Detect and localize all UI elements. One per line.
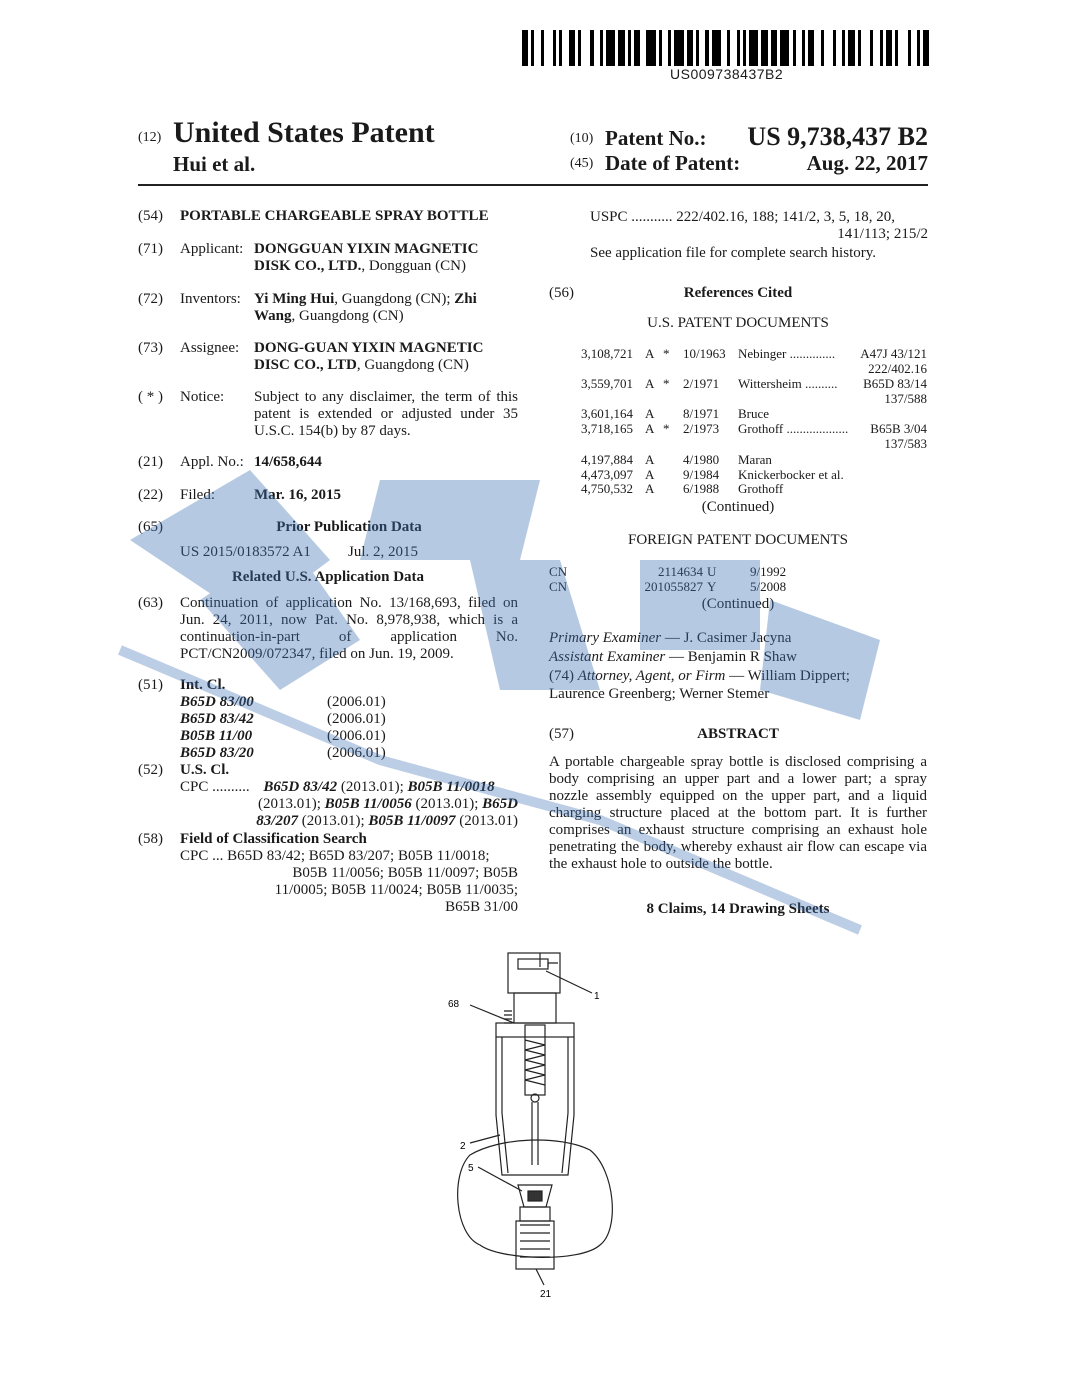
int-cl-class: B65D 83/00 xyxy=(180,694,254,710)
ref-star: * xyxy=(663,421,670,436)
cpc-classes: CPC .......... B65D 83/42 (2013.01); B05B 11/0018 (2013.01); B05B 11/0056 (2013.01); B65D 83/207 (2013.01); B05B 11/0097 (2013.01) xyxy=(180,779,518,829)
ref-date: 6/1988 xyxy=(683,481,720,496)
ref-number: 4,473,097 xyxy=(581,467,633,482)
ref-dots: .............. xyxy=(786,346,836,361)
code-51: (51) xyxy=(138,677,163,693)
foreign-kind: Y xyxy=(707,579,717,594)
code-71: (71) xyxy=(138,241,163,257)
barcode-bar xyxy=(674,30,683,66)
ref-name xyxy=(738,346,835,362)
inventors: Yi Ming Hui, Guangdong (CN); Zhi Wang, Guangdong (CN) xyxy=(254,291,477,324)
code-notice: ( * ) xyxy=(138,389,163,405)
code-58: (58) xyxy=(138,831,163,847)
code-21: (21) xyxy=(138,454,163,470)
ref-name xyxy=(738,452,772,468)
patent-title: United States Patent xyxy=(173,116,435,149)
code-22: (22) xyxy=(138,487,163,503)
barcode-bar xyxy=(861,30,870,66)
filed-date: Mar. 16, 2015 xyxy=(254,487,341,503)
invention-title: PORTABLE CHARGEABLE SPRAY BOTTLE xyxy=(180,208,489,224)
ref-kind: A xyxy=(645,406,655,421)
ref-dots: ................... xyxy=(783,421,849,436)
ref-name-text: Grothoff xyxy=(738,481,784,496)
code-63: (63) xyxy=(138,595,163,611)
ref-date: 10/1963 xyxy=(683,346,726,361)
foreign-date: 9/1992 xyxy=(750,564,787,579)
barcode-number: US009738437B2 xyxy=(670,66,784,82)
ref-name-text: Nebinger xyxy=(738,346,787,361)
prior-pub-date: Jul. 2, 2015 xyxy=(348,544,419,560)
applicant-label: Applicant: xyxy=(180,241,244,257)
foreign-date: 5/2008 xyxy=(750,579,787,594)
code-12: (12) xyxy=(138,130,162,145)
code-56: (56) xyxy=(549,285,574,301)
attorney-2: Laurence Greenberg; Werner Stemer xyxy=(549,686,770,702)
prior-pub-title: Prior Publication Data xyxy=(276,519,422,535)
ref-kind: A xyxy=(645,467,655,482)
code-45: (45) xyxy=(570,156,594,171)
ref-kind: A xyxy=(645,421,655,436)
ref-name-text: Knickerbocker et al. xyxy=(738,467,844,482)
code-65: (65) xyxy=(138,519,163,535)
label-21: 21 xyxy=(540,1289,552,1300)
ref-kind: A xyxy=(645,346,655,361)
us-docs-title: U.S. PATENT DOCUMENTS xyxy=(647,315,829,331)
continued-1: (Continued) xyxy=(701,499,775,515)
continued-2: (Continued) xyxy=(701,596,775,612)
patent-number: US 9,738,437 B2 xyxy=(747,122,928,151)
ref-name xyxy=(738,376,838,392)
notice-label: Notice: xyxy=(180,389,225,405)
ref-kind: A xyxy=(645,376,655,391)
ref-name xyxy=(738,406,769,422)
ref-date: 9/1984 xyxy=(683,467,720,482)
barcode-bar xyxy=(824,30,833,66)
uspc-note: See application file for complete search history. xyxy=(590,245,877,261)
code-57: (57) xyxy=(549,726,574,742)
label-2: 2 xyxy=(460,1141,466,1152)
claims-summary: 8 Claims, 14 Drawing Sheets xyxy=(646,901,830,917)
int-cl-class: B05B 11/00 xyxy=(180,728,253,744)
applicant: DONGGUAN YIXIN MAGNETIC DISK CO., LTD., Dongguan (CN) xyxy=(254,241,479,274)
foreign-cc: CN xyxy=(549,564,568,579)
patent-date: Aug. 22, 2017 xyxy=(806,151,928,175)
notice-text: Subject to any disclaimer, the term of this patent is extended or adjusted under 35 U.S.C. 154(b) by 87 days. xyxy=(254,389,518,439)
ref-star: * xyxy=(663,346,670,361)
assignee: DONG-GUAN YIXIN MAGNETIC DISC CO., LTD, Guangdong (CN) xyxy=(254,340,484,373)
inventor-short: Hui et al. xyxy=(173,152,256,176)
barcode-bar xyxy=(749,30,758,66)
ref-class: A47J 43/121 xyxy=(860,346,927,361)
code-52: (52) xyxy=(138,762,163,778)
code-10: (10) xyxy=(570,131,594,146)
ref-date: 2/1973 xyxy=(683,421,720,436)
foreign-no: 201055827 xyxy=(644,579,703,594)
appl-no-label: Appl. No.: xyxy=(180,454,244,470)
continuation-text: Continuation of application No. 13/168,693, filed on Jun. 24, 2011, now Pat. No. 8,978,938, which is a continuation-in-part of application No. PCT/CN2009/072347, filed on Jun. 19, 2009. xyxy=(180,595,518,662)
code-72: (72) xyxy=(138,291,163,307)
int-cl-version: (2006.01) xyxy=(327,694,386,710)
header-rule xyxy=(138,184,928,186)
foreign-title: FOREIGN PATENT DOCUMENTS xyxy=(627,532,849,548)
ref-star: * xyxy=(663,376,670,391)
int-cl-version: (2006.01) xyxy=(327,728,386,744)
related-title: Related U.S. Application Data xyxy=(231,569,425,585)
ref-name-text: Maran xyxy=(738,452,772,467)
ref-number: 4,750,532 xyxy=(581,481,633,496)
ref-number: 3,108,721 xyxy=(581,346,633,361)
int-cl-class: B65D 83/42 xyxy=(180,711,254,727)
barcode-bar xyxy=(898,30,907,66)
barcode-bar xyxy=(581,30,590,66)
date-label: Date of Patent: xyxy=(605,151,741,175)
barcode-bar xyxy=(923,30,929,66)
ref-date: 4/1980 xyxy=(683,452,720,467)
code-54: (54) xyxy=(138,208,163,224)
ref-name xyxy=(738,481,783,497)
ref-number: 4,197,884 xyxy=(581,452,633,467)
prior-pub-number: US 2015/0183572 A1 xyxy=(180,544,311,560)
ref-class-2: 137/583 xyxy=(884,436,927,451)
patent-drawing xyxy=(440,945,640,1305)
ref-date: 8/1971 xyxy=(683,406,720,421)
foreign-cc: CN xyxy=(549,579,568,594)
inventors-label: Inventors: xyxy=(180,291,241,307)
ref-kind: A xyxy=(645,481,655,496)
ref-name-text: Bruce xyxy=(738,406,770,421)
field-search-cpc: CPC ... B65D 83/42; B65D 83/207; B05B 11/0018; B05B 11/0056; B05B 11/0097; B05B 11/0005; B05B 11/0024; B05B 11/0035; B65B 31/00 xyxy=(180,848,518,915)
us-cl-title: U.S. Cl. xyxy=(180,762,230,778)
assistant-examiner: Assistant Examiner — Benjamin R Shaw xyxy=(549,649,797,665)
foreign-no: 2114634 xyxy=(657,564,703,579)
ref-name xyxy=(738,421,848,437)
attorney: (74) Attorney, Agent, or Firm — William Dippert; xyxy=(549,668,850,684)
ref-number: 3,601,164 xyxy=(581,406,633,421)
appl-no: 14/658,644 xyxy=(254,454,322,470)
ref-number: 3,718,165 xyxy=(581,421,633,436)
barcode-bar xyxy=(780,30,789,66)
references-title: References Cited xyxy=(683,285,793,301)
int-cl-class: B65D 83/20 xyxy=(180,745,254,761)
ref-date: 2/1971 xyxy=(683,376,720,391)
ref-kind: A xyxy=(645,452,655,467)
int-cl-version: (2006.01) xyxy=(327,711,386,727)
assignee-label: Assignee: xyxy=(180,340,240,356)
ref-class-2: 137/588 xyxy=(884,391,927,406)
uspc-line-2: 141/113; 215/2 xyxy=(837,226,928,242)
ref-dots: .......... xyxy=(801,376,838,391)
patent-no-label: Patent No.: xyxy=(605,126,707,150)
ref-number: 3,559,701 xyxy=(581,376,633,391)
abstract-text: A portable chargeable spray bottle is disclosed comprising a body comprising an upper part and a lower part; a spray nozzle assembly equipped on the upper part, and a liquid charging structure placed at the bottom part. It is further comprises an exhaust structure comprising an exhaust hole penetrating the body, whereby exhaust air flow can escape via the exhaust hole to outside the bottle. xyxy=(549,754,927,872)
ref-class: B65D 83/14 xyxy=(863,376,927,391)
int-cl-title: Int. Cl. xyxy=(180,677,226,693)
foreign-kind: U xyxy=(707,564,717,579)
label-1: 1 xyxy=(594,991,600,1002)
field-search-title: Field of Classification Search xyxy=(180,831,367,847)
barcode xyxy=(522,30,930,66)
ref-class: B65B 3/04 xyxy=(870,421,927,436)
ref-name-text: Wittersheim xyxy=(738,376,802,391)
primary-examiner: Primary Examiner — J. Casimer Jacyna xyxy=(549,630,792,646)
int-cl-version: (2006.01) xyxy=(327,745,386,761)
barcode-bar xyxy=(646,30,655,66)
barcode-bar xyxy=(606,30,615,66)
barcode-bar xyxy=(544,30,553,66)
abstract-title: ABSTRACT xyxy=(697,726,779,742)
ref-class-2: 222/402.16 xyxy=(868,361,927,376)
filed-label: Filed: xyxy=(180,487,216,503)
barcode-bar xyxy=(712,30,721,66)
ref-name-text: Grothoff xyxy=(738,421,784,436)
code-73: (73) xyxy=(138,340,163,356)
uspc-line-1: USPC ........... 222/402.16, 188; 141/2, 3, 5, 18, 20, xyxy=(590,209,896,225)
label-68: 68 xyxy=(448,999,460,1010)
label-5: 5 xyxy=(468,1163,474,1174)
